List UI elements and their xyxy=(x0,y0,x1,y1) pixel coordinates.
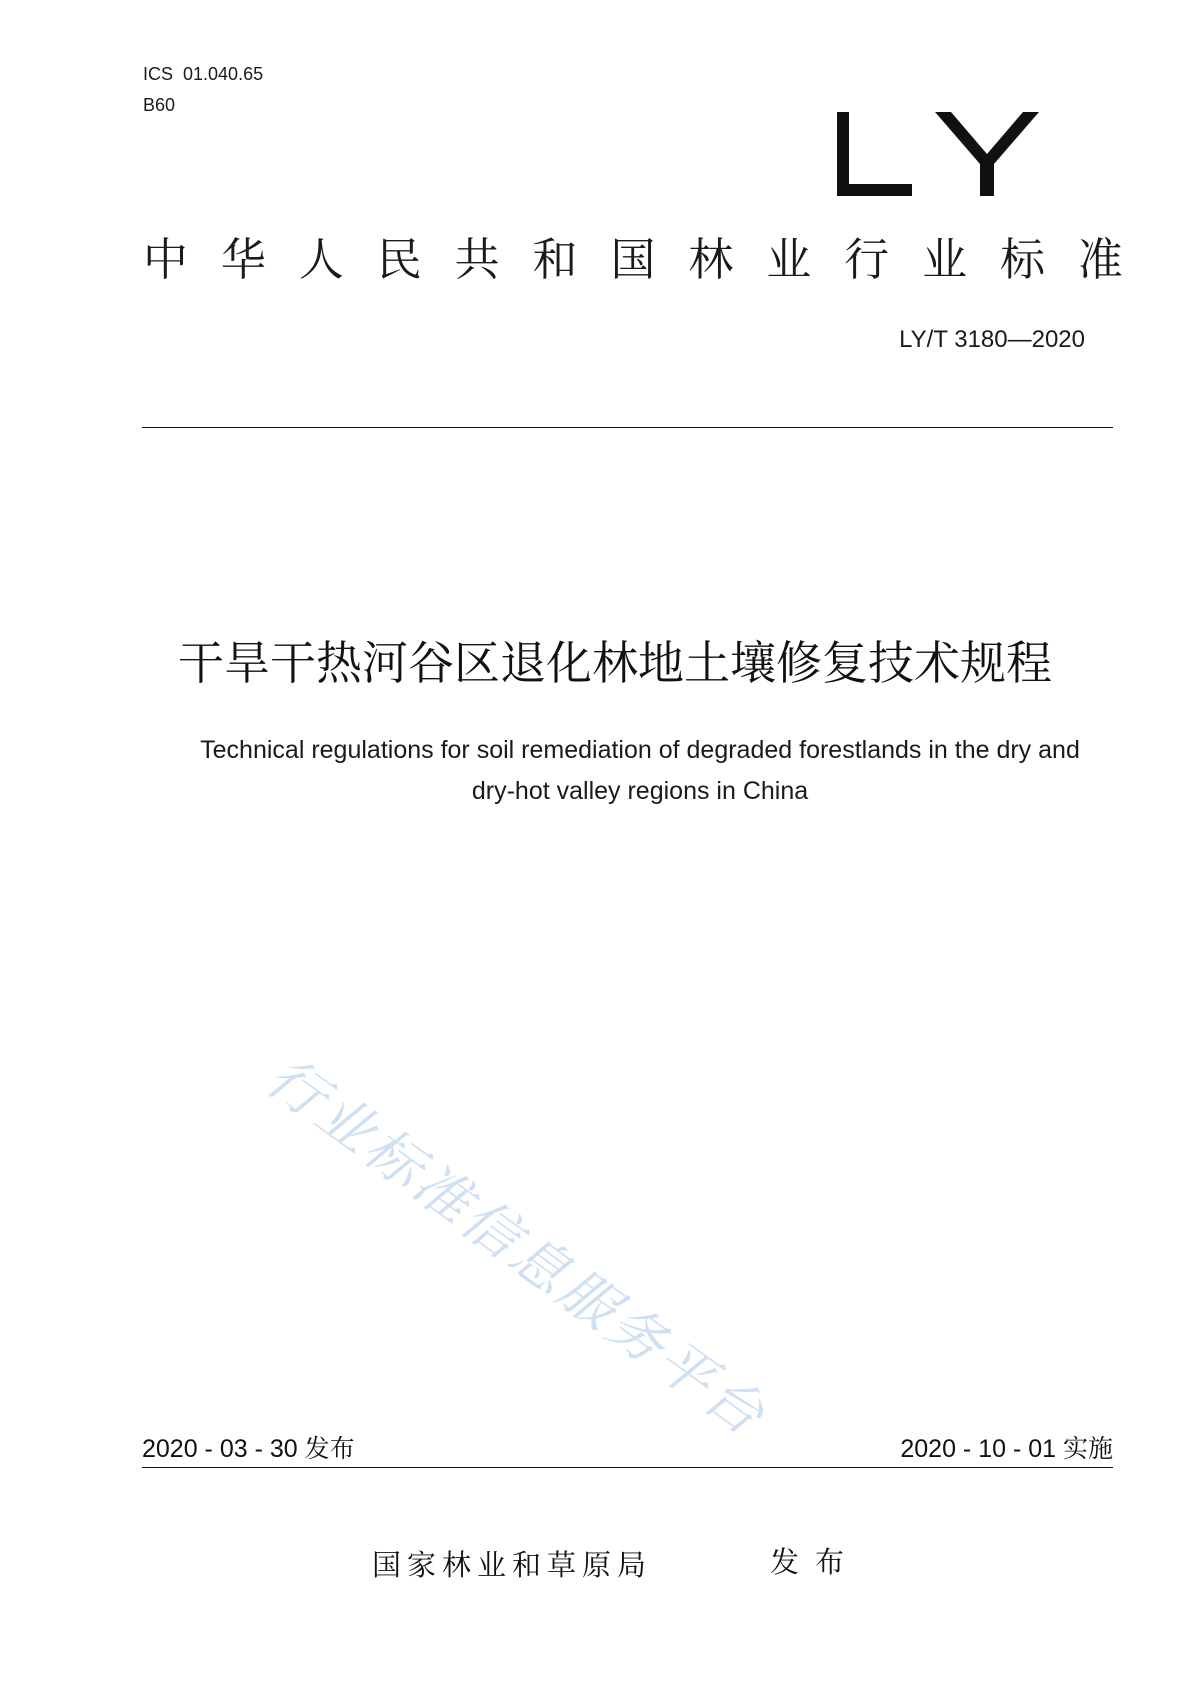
issuing-authority: 国家林业和草原局 xyxy=(372,1548,653,1582)
standard-type-char: 华 xyxy=(220,233,266,286)
standard-type-char: 共 xyxy=(454,233,500,286)
standard-type-char: 人 xyxy=(298,233,344,286)
standard-type-char: 林 xyxy=(688,233,734,286)
standard-type-heading xyxy=(143,232,1123,288)
watermark: 行业标准信息服务平台 xyxy=(254,1044,779,1450)
standard-type-char: 和 xyxy=(532,233,578,286)
standard-type-char: 业 xyxy=(766,233,812,286)
standard-number: LY/T 3180—2020 xyxy=(899,326,1085,353)
standard-type-char: 国 xyxy=(610,233,656,286)
ly-logo xyxy=(835,108,1050,198)
classification-code: B60 xyxy=(143,95,176,115)
english-title-line: Technical regulations for soil remediation of degraded forestlands in the dry and xyxy=(200,736,1080,764)
issue-date: 2020 - 03 - 30 发布 xyxy=(142,1435,355,1463)
footer-divider xyxy=(142,1467,1113,1468)
standard-type-char: 标 xyxy=(999,233,1045,286)
issue-action: 发布 xyxy=(770,1545,861,1579)
document-title-chinese: 干旱干热河谷区退化林地土壤修复技术规程 xyxy=(178,636,1052,690)
english-title-line: dry-hot valley regions in China xyxy=(471,777,809,805)
standard-type-char: 中 xyxy=(143,233,189,286)
document-title-english xyxy=(170,730,1110,812)
implementation-date: 2020 - 10 - 01 实施 xyxy=(900,1435,1113,1463)
standard-type-char: 民 xyxy=(376,233,422,286)
ics-code: ICS 01.040.65 xyxy=(143,64,264,84)
header-divider xyxy=(142,427,1113,428)
standard-type-char: 行 xyxy=(844,233,890,286)
standard-type-char: 业 xyxy=(922,233,968,286)
standard-type-char: 准 xyxy=(1077,233,1123,286)
